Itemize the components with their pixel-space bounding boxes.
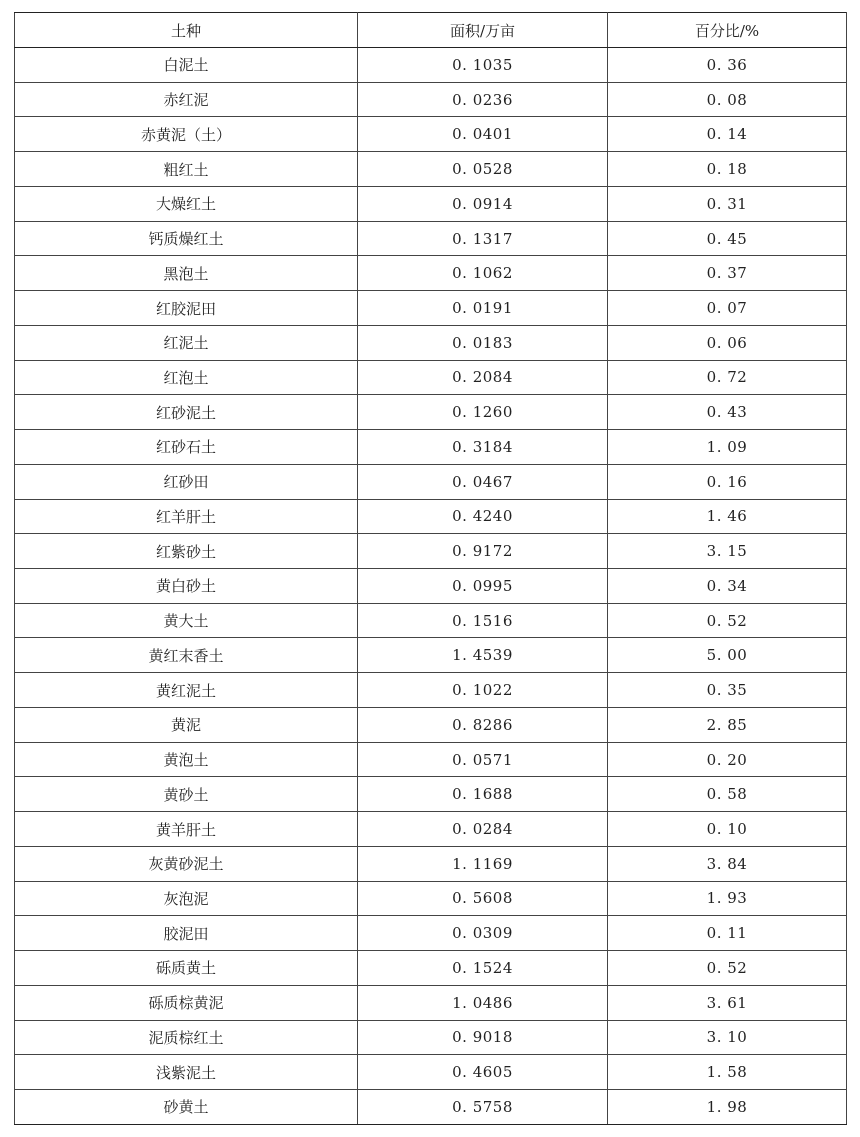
cell-percent: 0. 45 xyxy=(608,221,847,256)
cell-soil-type: 泥质棕红土 xyxy=(15,1020,358,1055)
cell-percent: 0. 08 xyxy=(608,82,847,117)
table-row xyxy=(15,951,847,986)
table-row xyxy=(15,985,847,1020)
table-row xyxy=(15,152,847,187)
cell-area: 0. 0467 xyxy=(358,464,608,499)
cell-percent: 0. 34 xyxy=(608,569,847,604)
table-row xyxy=(15,812,847,847)
cell-percent: 1. 98 xyxy=(608,1090,847,1125)
cell-area: 0. 2084 xyxy=(358,360,608,395)
cell-soil-type: 黄砂土 xyxy=(15,777,358,812)
cell-area: 0. 0183 xyxy=(358,325,608,360)
cell-soil-type: 赤黄泥（土） xyxy=(15,117,358,152)
cell-percent: 0. 06 xyxy=(608,325,847,360)
cell-percent: 0. 20 xyxy=(608,742,847,777)
table-row xyxy=(15,430,847,465)
cell-soil-type: 红紫砂土 xyxy=(15,534,358,569)
cell-area: 0. 1062 xyxy=(358,256,608,291)
cell-percent: 1. 58 xyxy=(608,1055,847,1090)
cell-percent: 3. 61 xyxy=(608,985,847,1020)
cell-percent: 1. 09 xyxy=(608,430,847,465)
cell-percent: 1. 93 xyxy=(608,881,847,916)
cell-percent: 0. 11 xyxy=(608,916,847,951)
cell-percent: 0. 72 xyxy=(608,360,847,395)
table-row xyxy=(15,707,847,742)
soil-area-table xyxy=(14,12,847,1125)
cell-area: 0. 0571 xyxy=(358,742,608,777)
cell-soil-type: 黄红末香土 xyxy=(15,638,358,673)
cell-soil-type: 黄红泥土 xyxy=(15,673,358,708)
cell-soil-type: 灰泡泥 xyxy=(15,881,358,916)
table-row xyxy=(15,325,847,360)
table-body xyxy=(15,48,847,1125)
cell-percent: 0. 52 xyxy=(608,951,847,986)
cell-percent: 0. 37 xyxy=(608,256,847,291)
cell-soil-type: 粗红土 xyxy=(15,152,358,187)
table-row xyxy=(15,603,847,638)
table-row xyxy=(15,82,847,117)
cell-area: 0. 0995 xyxy=(358,569,608,604)
cell-area: 0. 0236 xyxy=(358,82,608,117)
cell-percent: 0. 16 xyxy=(608,464,847,499)
table-row xyxy=(15,291,847,326)
header-soil-type: 土种 xyxy=(15,13,358,48)
cell-percent: 3. 10 xyxy=(608,1020,847,1055)
cell-area: 0. 0191 xyxy=(358,291,608,326)
cell-area: 0. 9018 xyxy=(358,1020,608,1055)
cell-soil-type: 浅紫泥土 xyxy=(15,1055,358,1090)
table-row xyxy=(15,534,847,569)
cell-percent: 0. 58 xyxy=(608,777,847,812)
table-row xyxy=(15,881,847,916)
cell-soil-type: 黄大土 xyxy=(15,603,358,638)
cell-area: 0. 1688 xyxy=(358,777,608,812)
table-row xyxy=(15,1020,847,1055)
cell-area: 0. 9172 xyxy=(358,534,608,569)
cell-soil-type: 红羊肝土 xyxy=(15,499,358,534)
cell-soil-type: 胶泥田 xyxy=(15,916,358,951)
cell-soil-type: 黄泡土 xyxy=(15,742,358,777)
cell-soil-type: 红泡土 xyxy=(15,360,358,395)
table-row xyxy=(15,916,847,951)
cell-area: 0. 1317 xyxy=(358,221,608,256)
table-row xyxy=(15,638,847,673)
cell-area: 1. 4539 xyxy=(358,638,608,673)
cell-soil-type: 黄白砂土 xyxy=(15,569,358,604)
cell-soil-type: 红胶泥田 xyxy=(15,291,358,326)
cell-area: 0. 8286 xyxy=(358,707,608,742)
cell-percent: 3. 15 xyxy=(608,534,847,569)
cell-soil-type: 红砂泥土 xyxy=(15,395,358,430)
cell-area: 0. 0914 xyxy=(358,186,608,221)
cell-soil-type: 红泥土 xyxy=(15,325,358,360)
cell-area: 0. 0284 xyxy=(358,812,608,847)
cell-area: 0. 1516 xyxy=(358,603,608,638)
table-header-row xyxy=(15,13,847,48)
cell-soil-type: 砂黄土 xyxy=(15,1090,358,1125)
header-percent: 百分比/% xyxy=(608,13,847,48)
cell-percent: 5. 00 xyxy=(608,638,847,673)
table-row xyxy=(15,395,847,430)
cell-soil-type: 赤红泥 xyxy=(15,82,358,117)
table-row xyxy=(15,1055,847,1090)
cell-area: 0. 0309 xyxy=(358,916,608,951)
table-row xyxy=(15,846,847,881)
table-row xyxy=(15,499,847,534)
cell-area: 0. 1524 xyxy=(358,951,608,986)
cell-percent: 0. 36 xyxy=(608,48,847,83)
cell-soil-type: 灰黄砂泥土 xyxy=(15,846,358,881)
cell-soil-type: 钙质燥红土 xyxy=(15,221,358,256)
cell-area: 0. 5608 xyxy=(358,881,608,916)
table-row xyxy=(15,1090,847,1125)
cell-area: 0. 1022 xyxy=(358,673,608,708)
cell-soil-type: 红砂石土 xyxy=(15,430,358,465)
cell-area: 0. 5758 xyxy=(358,1090,608,1125)
table-row xyxy=(15,464,847,499)
table-row xyxy=(15,221,847,256)
table-row xyxy=(15,360,847,395)
cell-percent: 0. 10 xyxy=(608,812,847,847)
cell-area: 0. 1260 xyxy=(358,395,608,430)
cell-percent: 0. 07 xyxy=(608,291,847,326)
table-row xyxy=(15,256,847,291)
table-row xyxy=(15,569,847,604)
cell-percent: 1. 46 xyxy=(608,499,847,534)
table-row xyxy=(15,48,847,83)
cell-soil-type: 白泥土 xyxy=(15,48,358,83)
soil-area-table-container xyxy=(14,12,846,1125)
cell-percent: 0. 52 xyxy=(608,603,847,638)
cell-area: 0. 1035 xyxy=(358,48,608,83)
header-area: 面积/万亩 xyxy=(358,13,608,48)
cell-percent: 0. 35 xyxy=(608,673,847,708)
table-row xyxy=(15,777,847,812)
cell-soil-type: 砾质黄土 xyxy=(15,951,358,986)
cell-soil-type: 大燥红土 xyxy=(15,186,358,221)
cell-soil-type: 红砂田 xyxy=(15,464,358,499)
cell-area: 0. 0401 xyxy=(358,117,608,152)
cell-area: 0. 4240 xyxy=(358,499,608,534)
cell-area: 0. 4605 xyxy=(358,1055,608,1090)
cell-percent: 0. 31 xyxy=(608,186,847,221)
cell-area: 1. 1169 xyxy=(358,846,608,881)
cell-area: 1. 0486 xyxy=(358,985,608,1020)
cell-percent: 2. 85 xyxy=(608,707,847,742)
table-row xyxy=(15,186,847,221)
cell-soil-type: 黄泥 xyxy=(15,707,358,742)
table-row xyxy=(15,742,847,777)
cell-percent: 0. 14 xyxy=(608,117,847,152)
cell-percent: 3. 84 xyxy=(608,846,847,881)
cell-percent: 0. 18 xyxy=(608,152,847,187)
cell-soil-type: 黑泡土 xyxy=(15,256,358,291)
cell-area: 0. 0528 xyxy=(358,152,608,187)
cell-area: 0. 3184 xyxy=(358,430,608,465)
cell-percent: 0. 43 xyxy=(608,395,847,430)
cell-soil-type: 黄羊肝土 xyxy=(15,812,358,847)
cell-soil-type: 砾质棕黄泥 xyxy=(15,985,358,1020)
table-row xyxy=(15,673,847,708)
table-row xyxy=(15,117,847,152)
